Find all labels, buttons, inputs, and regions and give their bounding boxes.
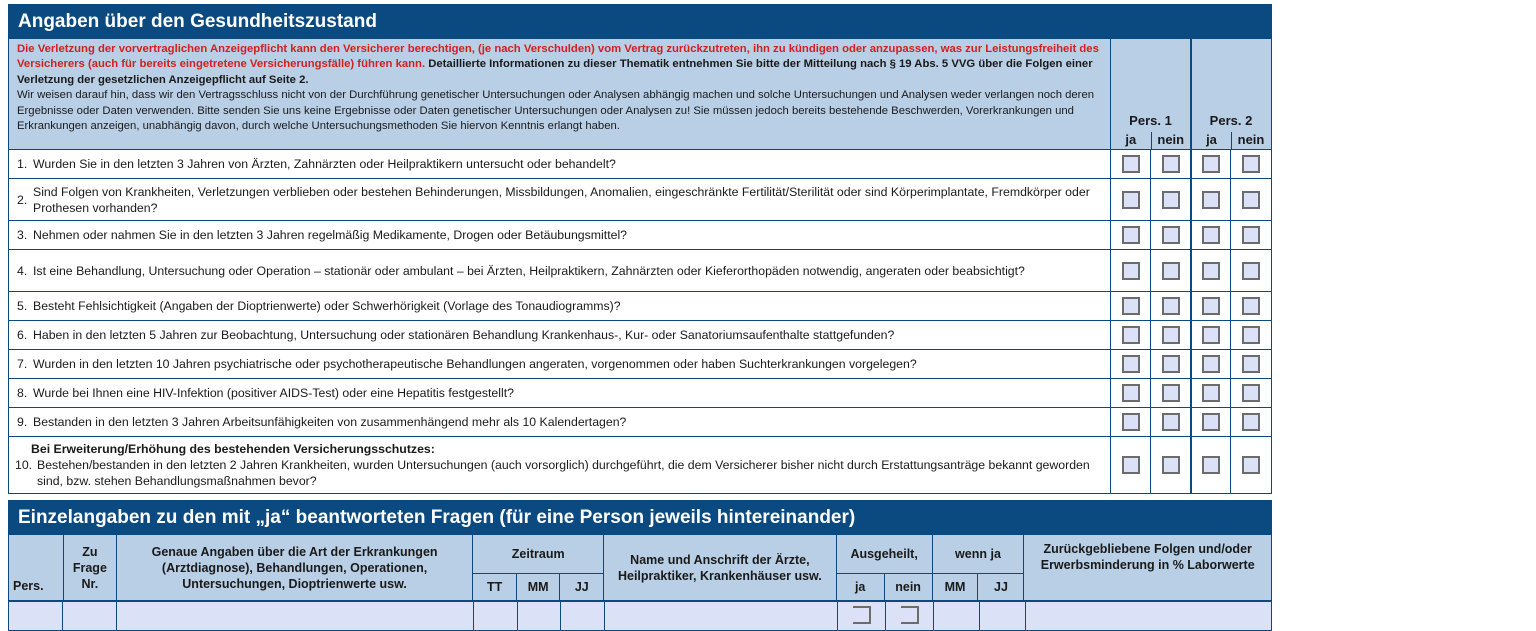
person2-header [1190,39,1270,149]
entry-name[interactable] [604,602,837,630]
question-text: Besteht Fehlsichtigkeit (Angaben der Dioptrienwerte) oder Schwerhörigkeit (Vorlage des Tonaudiogramms)? [33,299,621,313]
question-9 [9,408,1110,436]
entry-mm[interactable] [517,602,560,630]
question-row-8 [9,378,1271,407]
p2-ja-checkbox[interactable] [1202,413,1220,431]
p1-ja-checkbox[interactable] [1122,413,1140,431]
question-8 [9,379,1110,407]
person2-label: Pers. 2 [1209,113,1253,128]
p2-ja-checkbox[interactable] [1202,155,1220,173]
p1-ja-checkbox[interactable] [1122,456,1140,474]
entry-nein-checkbox[interactable] [901,606,919,624]
p1-nein-checkbox[interactable] [1162,155,1180,173]
col-pers: Pers. [9,535,63,600]
p2-nein-checkbox[interactable] [1242,262,1260,280]
question-row-3 [9,220,1271,249]
col-angaben: Genaue Angaben über die Art der Erkrankungen (Arztdiagnose), Behandlungen, Operationen, Untersuchungen, Dioptrienwerte usw. [116,535,472,600]
p1-ja-checkbox[interactable] [1122,191,1140,209]
p1-nein-checkbox[interactable] [1162,297,1180,315]
entry-jj[interactable] [560,602,604,630]
section2-title: Einzelangaben zu den mit „ja“ beantworteten Fragen (für eine Person jeweils hintereinander) [8,500,1272,535]
col-frage: Zu Frage Nr. [63,535,116,600]
p2-ja-checkbox[interactable] [1202,262,1220,280]
question-4 [9,250,1110,291]
entry-ja-checkbox[interactable] [853,606,871,624]
p2-ja-checkbox[interactable] [1202,191,1220,209]
intro-warning: Die Verletzung der vorvertraglichen Anzeigepflicht kann den Versicherer berechtigen, (je nach Verschulden) vom Vertrag zurückzutreten, ihn zu kündigen oder anzupassen, was zur Leistungsfreiheit des Versicherers (auch für bereits eingetretene Versicherungsfälle) führen kann. [17,43,1099,71]
p1-nein-checkbox[interactable] [1162,384,1180,402]
entry-pers[interactable] [9,602,62,630]
entry-folgen[interactable] [1025,602,1271,630]
question-text: Sind Folgen von Krankheiten, Verletzungen verblieben oder bestehen Behinderungen, Missbildungen, Anomalien, eingeschränkte Fertilität/Sterilität oder sind Körperimplantate, Fremdkörper oder Prothesen vorhanden? [33,184,1090,215]
p2-nein-label: nein [1231,132,1270,149]
question-row-10 [9,436,1271,493]
p2-nein-checkbox[interactable] [1242,456,1260,474]
question-row-9 [9,407,1271,436]
intro-text [9,39,1110,149]
question-text: Wurden Sie in den letzten 3 Jahren von Ärzten, Zahnärzten oder Heilpraktikern untersucht oder behandelt? [33,157,616,171]
p1-nein-checkbox[interactable] [1162,355,1180,373]
p1-ja-checkbox[interactable] [1122,226,1140,244]
question-10 [9,437,1110,493]
p2-nein-checkbox[interactable] [1242,413,1260,431]
person1-header [1110,39,1190,149]
p1-nein-checkbox[interactable] [1162,326,1180,344]
p2-ja-checkbox[interactable] [1202,456,1220,474]
entry-angaben[interactable] [116,602,473,630]
p2-nein-checkbox[interactable] [1242,384,1260,402]
person1-label: Pers. 1 [1129,113,1172,128]
p2-ja-checkbox[interactable] [1202,384,1220,402]
question-text: Ist eine Behandlung, Untersuchung oder Operation – stationär oder ambulant – bei Ärzten, Heilpraktikern, Zahnärzten oder Kieferorthopäden notwendig, angeraten oder beabsichtigt? [33,263,1025,278]
p1-ja-checkbox[interactable] [1122,384,1140,402]
question-row-2 [9,178,1271,220]
question-number: 5. [17,299,28,313]
intro-reference: Detaillierte Informationen zu dieser Thematik entnehmen Sie bitte der Mitteilung nach § 19 Abs. 5 VVG über die Folgen einer Verletzung der gesetzlichen Anzeigepflicht auf Seite 2. [17,58,1093,86]
p2-ja-checkbox[interactable] [1202,297,1220,315]
question-text: Wurde bei Ihnen eine HIV-Infektion (positiver AIDS-Test) oder eine Hepatitis festgestellt? [33,386,514,400]
question-row-4 [9,249,1271,291]
person-headers [1110,39,1270,149]
entry-wennja-jj[interactable] [979,602,1025,630]
question-number: 4. [17,263,28,278]
col-zeitraum: Zeitraum TT MM JJ [472,535,603,600]
question-number: 1. [17,157,28,171]
p2-nein-checkbox[interactable] [1242,297,1260,315]
col-folgen: Zurückgebliebene Folgen und/oder Erwerbsminderung in % Laborwerte [1023,535,1271,600]
col-name: Name und Anschrift der Ärzte, Heilpraktiker, Krankenhäuser usw. [603,535,836,600]
intro-genetic-note: Wir weisen darauf hin, dass wir den Vertragsschluss nicht von der Durchführung genetischer Untersuchungen oder Analysen abhängig machen und solche Untersuchungen und Analysen weder verlangen noch deren Ergebnisse oder Daten verwenden. Bitte senden Sie uns keine Ergebnisse oder Daten genetischer Untersuchungen oder Analysen zu! Sie müssen jedoch bereits bestehende Beschwerden, Vorerkrankungen und Erkrankungen anzeigen, unabhängig davon, durch welche Untersuchungsmethoden Sie hiervon Kenntnis erlangt haben. [17,89,1095,133]
question-number: 3. [17,228,28,242]
p1-ja-checkbox[interactable] [1122,155,1140,173]
question-text: Wurden in den letzten 10 Jahren psychiatrische oder psychotherapeutische Behandlungen angeraten, vorgenommen oder haben Suchterkrankungen vorgelegen? [33,357,917,371]
p1-nein-checkbox[interactable] [1162,191,1180,209]
question-10-text: Bestehen/bestanden in den letzten 2 Jahren Krankheiten, wurden Untersuchungen (auch vorsorglich) durchgeführt, die dem Versicherer bisher nicht durch Erstattungsanträge bekannt geworden sind, bzw. stehen Behandlungsmaßnahmen bevor? [37,458,1090,488]
p1-ja-checkbox[interactable] [1122,262,1140,280]
health-form [8,4,1272,631]
question-number: 7. [17,357,28,371]
col-ausgeheilt: Ausgeheilt, ja nein [836,535,932,600]
question-text: Nehmen oder nahmen Sie in den letzten 3 Jahren regelmäßig Medikamente, Drogen oder Betäubungsmittel? [33,228,628,242]
p2-nein-checkbox[interactable] [1242,191,1260,209]
p2-ja-checkbox[interactable] [1202,226,1220,244]
question-number: 2. [17,192,28,207]
p2-nein-checkbox[interactable] [1242,155,1260,173]
p1-nein-checkbox[interactable] [1162,226,1180,244]
details-table-header [8,535,1272,601]
question-row-1 [9,149,1271,178]
entry-wennja-mm[interactable] [933,602,979,630]
p1-ja-checkbox[interactable] [1122,326,1140,344]
p1-ja-checkbox[interactable] [1122,355,1140,373]
health-questions-table [8,39,1272,494]
question-row-5 [9,291,1271,320]
question-2 [9,179,1110,220]
p2-nein-checkbox[interactable] [1242,326,1260,344]
question-7 [9,350,1110,378]
entry-frage[interactable] [62,602,116,630]
question-row-6 [9,320,1271,349]
question-row-7 [9,349,1271,378]
p2-nein-checkbox[interactable] [1242,226,1260,244]
p1-ja-label: ja [1125,132,1137,147]
col-wennja: wenn ja MM JJ [932,535,1024,600]
p2-ja-checkbox[interactable] [1202,355,1220,373]
p1-nein-checkbox[interactable] [1162,262,1180,280]
question-6 [9,321,1110,349]
question-number: 6. [17,328,28,342]
p1-nein-checkbox[interactable] [1162,413,1180,431]
question-text: Bestanden in den letzten 3 Jahren Arbeitsunfähigkeiten von zusammenhängend mehr als 10 Kalendertagen? [33,415,627,429]
question-3 [9,221,1110,249]
question-10-heading: Bei Erweiterung/Erhöhung des bestehenden Versicherungsschutzes: [31,442,435,456]
intro-row [9,39,1271,149]
section1-title: Angaben über den Gesundheitszustand [8,4,1272,39]
question-number: 8. [17,386,28,400]
p2-ja-checkbox[interactable] [1202,326,1220,344]
p1-ja-checkbox[interactable] [1122,297,1140,315]
entry-tt[interactable] [473,602,517,630]
question-number: 9. [17,415,28,429]
question-1 [9,150,1110,178]
p2-ja-label: ja [1206,132,1217,147]
details-entry-row [8,601,1272,631]
question-text: Haben in den letzten 5 Jahren zur Beobachtung, Untersuchung oder stationären Behandlung Krankenhaus-, Kur- oder Sanatoriumsaufenthalte stattgefunden? [33,328,895,342]
question-number: 10. [15,458,33,472]
question-5 [9,292,1110,320]
p2-nein-checkbox[interactable] [1242,355,1260,373]
p1-nein-label: nein [1151,132,1191,149]
p1-nein-checkbox[interactable] [1162,456,1180,474]
